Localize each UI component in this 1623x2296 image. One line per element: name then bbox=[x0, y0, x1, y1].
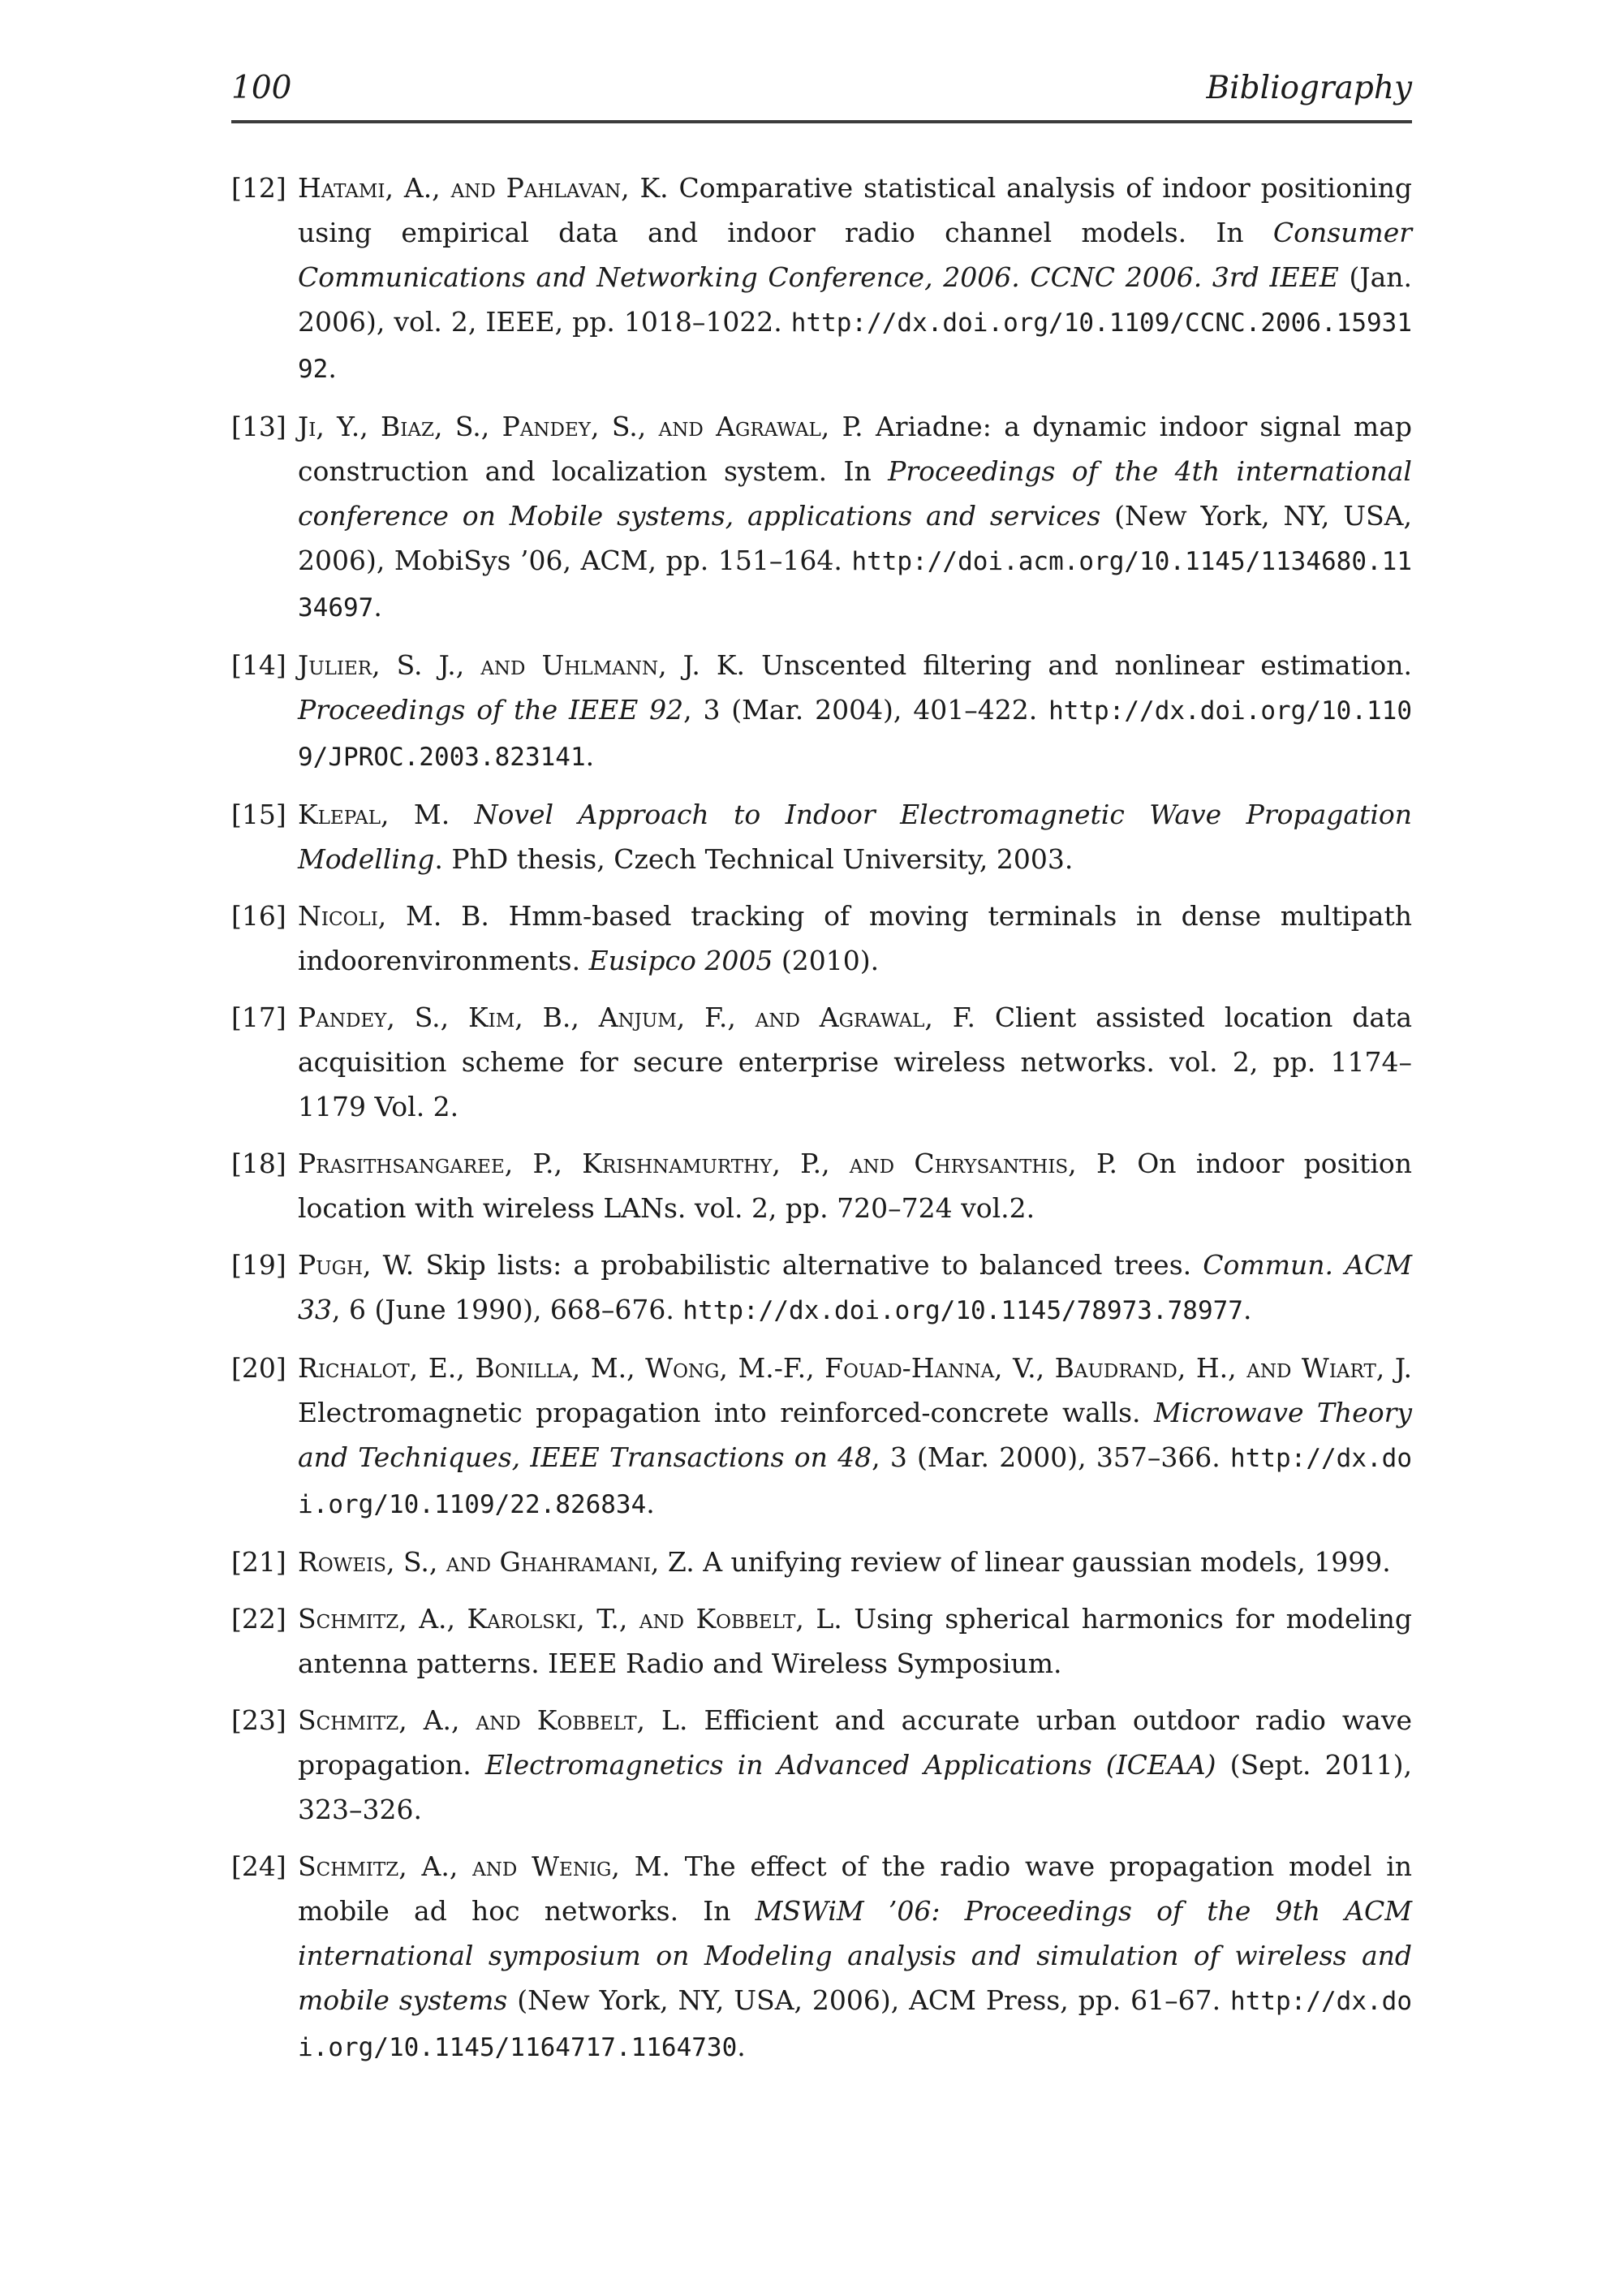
reference-entry bbox=[231, 792, 1412, 881]
reference-text bbox=[298, 792, 1412, 881]
reference-entry bbox=[231, 1540, 1412, 1584]
reference-text-segment: Prasithsangaree, P., Krishnamurthy, P., and Chrysanthis, P. bbox=[298, 1148, 1117, 1179]
reference-url[interactable]: http://dx.doi.org/10.1145/1164717.1164730 bbox=[298, 1987, 1412, 2062]
reference-url[interactable]: http://doi.acm.org/10.1145/1134680.1134697 bbox=[298, 547, 1412, 622]
reference-text-segment: Julier, S. J., and Uhlmann, J. K. bbox=[298, 649, 746, 681]
reference-label: [15] bbox=[231, 799, 286, 830]
reference-text-segment: Comparative statistical analysis of indoor positioning using empirical data and indoor radio channel models. In bbox=[298, 172, 1413, 248]
reference-text-segment: Eusipco 2005 bbox=[588, 945, 773, 976]
reference-text-segment: (New York, NY, USA, 2006), ACM Press, pp. 61–67. bbox=[507, 1984, 1231, 2016]
reference-text-segment: Hmm-based tracking of moving terminals in dense multipath indoorenvironments. bbox=[298, 900, 1412, 976]
reference-text-segment: , 6 (June 1990), 668–676. bbox=[332, 1294, 683, 1325]
reference-label: [14] bbox=[231, 649, 286, 681]
reference-entry bbox=[231, 643, 1412, 780]
reference-label: [23] bbox=[231, 1704, 286, 1736]
reference-entry bbox=[231, 995, 1412, 1129]
reference-text-segment: Efficient and accurate urban outdoor radio wave propagation. bbox=[298, 1704, 1413, 1781]
reference-text bbox=[298, 1540, 1412, 1584]
reference-text bbox=[298, 166, 1412, 392]
reference-text-segment: On indoor position location with wireless LANs. vol. 2, pp. 720–724 vol.2. bbox=[298, 1148, 1412, 1224]
reference-text-segment: Ariadne: a dynamic indoor signal map construction and localization system. In bbox=[298, 411, 1412, 487]
reference-text bbox=[298, 995, 1412, 1129]
reference-text-segment: (2010). bbox=[773, 945, 880, 976]
reference-label: [22] bbox=[231, 1603, 286, 1635]
reference-text-segment: . bbox=[737, 2031, 746, 2062]
reference-text-segment: Consumer Communications and Networking Conference, 2006. CCNC 2006. 3rd IEEE bbox=[298, 217, 1412, 293]
reference-text-segment: , 3 (Mar. 2004), 401–422. bbox=[683, 694, 1049, 726]
reference-url[interactable]: http://dx.doi.org/10.1109/JPROC.2003.823141 bbox=[298, 696, 1412, 772]
reference-text-segment: Skip lists: a probabilistic alternative to balanced trees. bbox=[414, 1249, 1203, 1281]
reference-label: [12] bbox=[231, 172, 286, 204]
reference-text-segment: (New York, NY, USA, 2006), MobiSys ’06, ACM, pp. 151–164. bbox=[298, 500, 1412, 576]
reference-entry bbox=[231, 1698, 1412, 1832]
page-header bbox=[231, 70, 1412, 106]
reference-text bbox=[298, 1346, 1412, 1527]
reference-text-segment: (Jan. 2006), vol. 2, IEEE, pp. 1018–1022. bbox=[298, 261, 1412, 338]
reference-entry bbox=[231, 166, 1412, 392]
reference-entry bbox=[231, 1596, 1412, 1686]
reference-text-segment: Using spherical harmonics for modeling antenna patterns. IEEE Radio and Wireless Symposium. bbox=[298, 1603, 1412, 1679]
reference-text-segment: . bbox=[328, 352, 337, 384]
reference-text-segment: Hatami, A., and Pahlavan, K. bbox=[298, 172, 669, 204]
reference-text bbox=[298, 1243, 1412, 1333]
reference-text-segment: Novel Approach to Indoor Electromagnetic Wave Propagation Modelling bbox=[298, 799, 1412, 875]
reference-text-segment: . bbox=[373, 591, 382, 622]
reference-text-segment: Pandey, S., Kim, B., Anjum, F., and Agrawal, F. bbox=[298, 1002, 975, 1033]
reference-label: [20] bbox=[231, 1352, 286, 1384]
reference-text-segment: Schmitz, A., and Wenig, M. bbox=[298, 1850, 670, 1882]
reference-label: [21] bbox=[231, 1546, 286, 1578]
reference-text bbox=[298, 1698, 1412, 1832]
reference-label: [13] bbox=[231, 411, 286, 442]
reference-text-segment: Proceedings of the 4th international conference on Mobile systems, applications and services bbox=[298, 455, 1412, 532]
reference-text-segment: Client assisted location data acquisition scheme for secure enterprise wireless networks. vol. 2, pp. 1174–1179 Vol. 2. bbox=[298, 1002, 1413, 1122]
page-number: 100 bbox=[231, 70, 292, 106]
reference-text-segment: Klepal, M. bbox=[298, 799, 450, 830]
reference-text-segment: Pugh, W. bbox=[298, 1249, 415, 1281]
running-title: Bibliography bbox=[1206, 70, 1412, 106]
reference-url[interactable]: http://dx.doi.org/10.1145/78973.78977 bbox=[682, 1296, 1243, 1325]
reference-label: [19] bbox=[231, 1249, 286, 1281]
reference-text-segment: . bbox=[585, 740, 595, 772]
reference-text-segment: . bbox=[1242, 1294, 1252, 1325]
reference-text-segment: Microwave Theory and Techniques, IEEE Transactions on 48 bbox=[298, 1397, 1412, 1473]
reference-text-segment: Richalot, E., Bonilla, M., Wong, M.-F., Fouad-Hanna, V., Baudrand, H., and Wiart, J. bbox=[298, 1352, 1412, 1384]
reference-text-segment: The effect of the radio wave propagation model in mobile ad hoc networks. In bbox=[298, 1850, 1413, 1927]
reference-text bbox=[298, 894, 1412, 983]
reference-entry bbox=[231, 404, 1412, 631]
reference-text-segment: Unscented filtering and nonlinear estimation. bbox=[745, 649, 1412, 681]
reference-text-segment: Roweis, S., and Ghahramani, Z. bbox=[298, 1546, 695, 1578]
reference-list bbox=[231, 166, 1412, 2083]
reference-text-segment: , 3 (Mar. 2000), 357–366. bbox=[872, 1441, 1231, 1473]
reference-label: [24] bbox=[231, 1850, 286, 1882]
reference-url[interactable]: http://dx.doi.org/10.1109/22.826834 bbox=[298, 1444, 1412, 1519]
reference-entry bbox=[231, 1243, 1412, 1333]
reference-text bbox=[298, 1141, 1412, 1230]
reference-text-segment: Ji, Y., Biaz, S., Pandey, S., and Agrawal, P. bbox=[298, 411, 863, 442]
reference-text-segment: Schmitz, A., Karolski, T., and Kobbelt, L. bbox=[298, 1603, 842, 1635]
reference-text-segment: Electromagnetics in Advanced Applications (ICEAA) bbox=[484, 1749, 1216, 1781]
reference-text bbox=[298, 1844, 1412, 2070]
reference-label: [18] bbox=[231, 1148, 286, 1179]
header-rule bbox=[231, 120, 1412, 123]
reference-text-segment: Commun. ACM 33 bbox=[298, 1249, 1412, 1325]
reference-text-segment: Nicoli, M. B. bbox=[298, 900, 489, 932]
reference-label: [16] bbox=[231, 900, 286, 932]
reference-entry bbox=[231, 894, 1412, 983]
reference-text bbox=[298, 404, 1412, 631]
reference-text-segment: A unifying review of linear gaussian models, 1999. bbox=[694, 1546, 1391, 1578]
reference-entry bbox=[231, 1346, 1412, 1527]
reference-text-segment: . PhD thesis, Czech Technical University, 2003. bbox=[434, 843, 1074, 875]
reference-text-segment: Electromagnetic propagation into reinforced-concrete walls. bbox=[298, 1397, 1154, 1428]
reference-text bbox=[298, 1596, 1412, 1686]
reference-entry bbox=[231, 1141, 1412, 1230]
reference-label: [17] bbox=[231, 1002, 286, 1033]
reference-text-segment: Proceedings of the IEEE 92 bbox=[298, 694, 684, 726]
reference-text-segment: Schmitz, A., and Kobbelt, L. bbox=[298, 1704, 688, 1736]
reference-text-segment: MSWiM ’06: Proceedings of the 9th ACM international symposium on Modeling analysis and simulation of wireless and mobile systems bbox=[298, 1895, 1412, 2016]
reference-entry bbox=[231, 1844, 1412, 2070]
reference-text-segment: . bbox=[646, 1488, 655, 1519]
reference-text-segment: (Sept. 2011), 323–326. bbox=[298, 1749, 1412, 1825]
reference-text bbox=[298, 643, 1412, 780]
reference-url[interactable]: http://dx.doi.org/10.1109/CCNC.2006.1593192 bbox=[298, 308, 1412, 384]
